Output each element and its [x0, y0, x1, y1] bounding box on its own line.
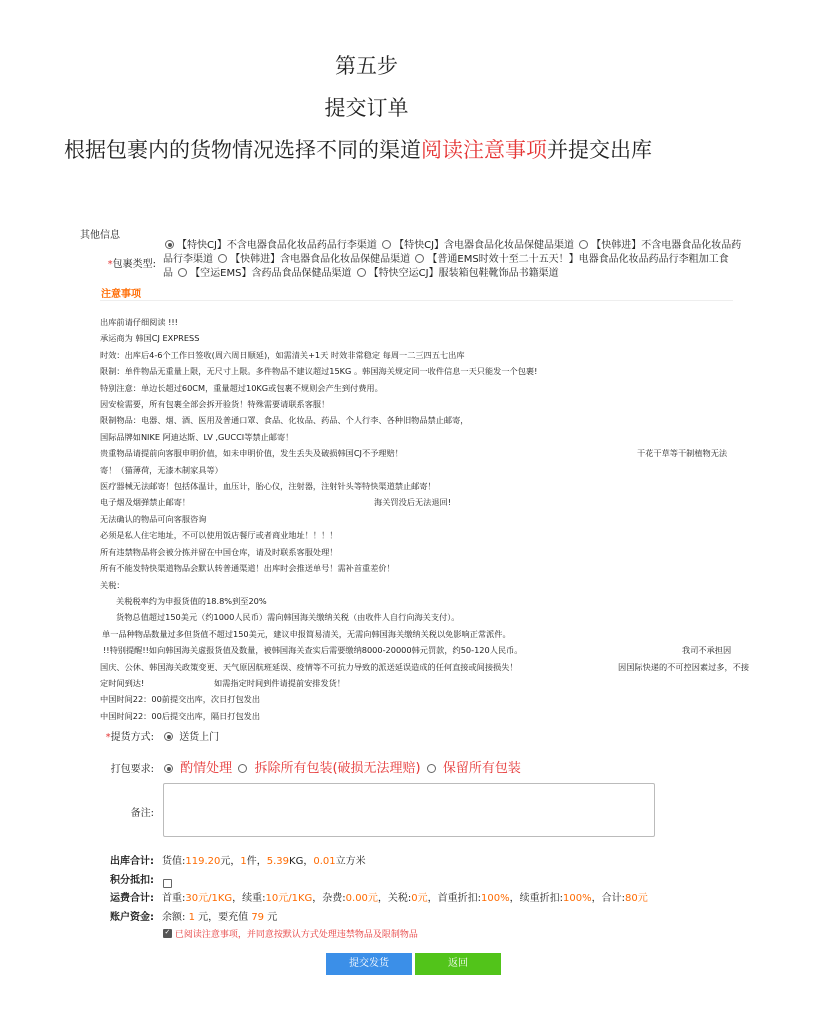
notice-line: 货物总值超过150美元（约1000人民币）需向韩国海关缴纳关税（由收件人自行向海关支付）。 — [116, 612, 460, 623]
notice-line: 所有不能发特快渠道物品会默认转普通渠道！出库时会推送单号！需补首重差价！ — [100, 563, 395, 574]
remark-label: 备注: — [130, 808, 154, 819]
notice-line: 所有违禁物品将会被分拣并留在中国仓库，请及时联系客服处理！ — [100, 546, 338, 557]
notice-line: 限制物品：电器、烟、酒、医用及普通口罩、食品、化妆品、药品、个人行李、各种旧物品禁止邮寄， — [100, 415, 469, 426]
notice-line-right: 海关罚没后无法退回! — [374, 497, 451, 508]
radio-icon[interactable] — [427, 764, 436, 773]
notice-line: 寄！（猫薄荷，无漆木制家具等） — [100, 464, 223, 475]
package-option-4[interactable]: 【快韩进】含电器食品化妆品保健品渠道 — [230, 254, 411, 265]
notice-line: 定时间到达! 如需指定时间到件请提前安排发货！ — [100, 675, 733, 691]
divider — [100, 300, 733, 301]
notice-line: 必须是私人住宅地址，不可以使用饭店餐厅或者商业地址！！！！ — [100, 530, 338, 541]
points-label: 积分抵扣: — [110, 875, 154, 886]
radio-icon[interactable] — [164, 764, 173, 773]
radio-icon[interactable] — [579, 240, 588, 249]
account-value: 余额: 1 元，要充值 79 元 — [162, 912, 278, 923]
notice-line-right: 干花干草等干制植物无法 — [637, 448, 728, 459]
notice-line: 出库前请仔细阅读 !!! — [100, 317, 178, 327]
package-option-3[interactable]: 【快韩进】不含电器食品化妆品药 — [591, 240, 742, 251]
notice-line: 承运商为 韩国CJ EXPRESS — [100, 333, 200, 344]
packing-options — [162, 757, 521, 776]
desc-prefix: 根据包裹内的货物情况选择不同的渠道 — [64, 138, 421, 162]
notice-line: 贵重物品请提前向客服申明价值，如未申明价值，发生丢失及破损韩国CJ不予理赔！ 干花干草等干制植物无法 — [100, 445, 733, 461]
package-option-1[interactable]: 【特快CJ】不含电器食品化妆品药品行李渠道 — [177, 240, 377, 251]
notice-line: 限制：单件物品无重量上限，无尺寸上限。多件物品不建议超过15KG 。韩国海关规定同一收件信息一天只能发一个包裹! — [100, 366, 538, 377]
package-option-6[interactable]: 【空运EMS】含药品食品保健品渠道 — [190, 268, 352, 279]
packing-option-3[interactable]: 保留所有包装 — [442, 761, 521, 776]
notice-line: 特别注意：单边长超过60CM，重量超过10KG或包裹不规则会产生到付费用。 — [100, 382, 383, 393]
notice-title: 注意事项 — [101, 289, 141, 300]
package-option-5-cont[interactable]: 品 — [163, 268, 173, 279]
package-type-options — [163, 239, 742, 281]
checkbox-icon[interactable] — [163, 929, 172, 938]
checkbox-icon[interactable] — [163, 879, 172, 888]
packing-label: 打包要求: — [110, 764, 154, 775]
submit-button[interactable]: 提交发货 — [326, 953, 412, 975]
notice-line: 医疗器械无法邮寄！包括体温计，血压计，胎心仪，注射器，注射针头等特快渠道禁止邮寄！ — [100, 481, 436, 492]
package-type-label: *包裹类型: — [107, 259, 156, 270]
radio-icon[interactable] — [164, 732, 173, 741]
account-label: 账户资金: — [110, 912, 154, 923]
radio-icon[interactable] — [357, 268, 366, 277]
packing-option-2[interactable]: 拆除所有包装(破损无法理赔) — [254, 761, 421, 776]
page-description — [64, 134, 652, 164]
out-total-label: 出库合计: — [110, 856, 154, 867]
radio-icon[interactable] — [218, 254, 227, 263]
desc-highlight: 阅读注意事项 — [421, 138, 547, 162]
remark-textarea[interactable] — [163, 783, 655, 837]
radio-icon[interactable] — [382, 240, 391, 249]
notice-line: 无法确认的物品可向客服咨询 — [100, 513, 207, 524]
delivery-label: *提货方式: — [105, 732, 154, 743]
notice-line: 因安检需要，所有包裹全部会拆开验货！特殊需要请联系客服！ — [100, 399, 330, 410]
notice-line: 关税税率约为申报货值的18.8%到至20% — [116, 595, 267, 606]
other-info-title: 其他信息 — [80, 230, 120, 241]
notice-line: 国庆、公休、韩国海关政策变更、天气原因航班延误、疫情等不可抗力导致的派送延误造成的任何直接或间接损失！ 因国际快递的不可控因素过多，不接 — [100, 659, 733, 675]
notice-line: 单一品种物品数量过多但货值不超过150美元，建议申报简易清关，无需向韩国海关缴纳关税以免影响正常派件。 — [102, 628, 511, 639]
packing-option-1[interactable]: 酌情处理 — [180, 761, 233, 776]
package-option-2[interactable]: 【特快CJ】含电器食品化妆品保健品渠道 — [394, 240, 575, 251]
fee-total-value: 首重:30元/1KG，续重:10元/1KG，杂费:0.00元，关税:0元，首重折扣:100%，续重折扣:100%，合计:80元 — [162, 893, 648, 904]
agree-text: 已阅读注意事项，并同意按默认方式处理违禁物品及限制物品 — [174, 930, 418, 940]
radio-icon[interactable] — [165, 240, 174, 249]
package-option-5[interactable]: 【普通EMS时效十至二十五天！】电器食品化妆品药品行李粗加工食 — [427, 254, 729, 265]
radio-icon[interactable] — [415, 254, 424, 263]
page-subtitle: 提交订单 — [324, 96, 409, 120]
notice-body — [100, 314, 750, 721]
notice-line-right: 因国际快递的不可控因素过多，不接 — [618, 661, 750, 672]
radio-icon[interactable] — [178, 268, 187, 277]
notice-line: 中国时间22：00前提交出库，次日打包发出 — [100, 694, 261, 705]
step-title: 第五步 — [335, 54, 398, 78]
notice-line: 中国时间22：00后提交出库，隔日打包发出 — [100, 710, 261, 721]
back-button[interactable]: 返回 — [415, 953, 501, 975]
notice-line: 时效：出库后4-6个工作日签收(周六周日顺延)，如需清关+1天 时效非常稳定 每周一二三四五七出库 — [100, 349, 465, 360]
package-option-3-cont[interactable]: 品行李渠道 — [163, 254, 213, 265]
radio-icon[interactable] — [238, 764, 247, 773]
notice-line-right: 如需指定时间到件请提前安排发货！ — [214, 677, 346, 688]
desc-suffix: 并提交出库 — [547, 138, 652, 162]
notice-line: !!特别提醒!!如向韩国海关虚报货值及数量，被韩国海关查实后需要缴纳8000-20000韩元罚款，约50-120人民币。 我司不承担因 — [100, 642, 733, 658]
delivery-option[interactable]: 送货上门 — [162, 728, 219, 743]
agree-row[interactable] — [163, 927, 418, 940]
out-total-value: 货值:119.20元，1件，5.39KG，0.01立方米 — [162, 856, 366, 867]
notice-line-right: 我司不承担因 — [682, 645, 732, 656]
notice-line: 国际品牌如NIKE 阿迪达斯、LV ,GUCCI等禁止邮寄！ — [100, 431, 294, 442]
notice-line: 关税： — [100, 579, 125, 590]
fee-total-label: 运费合计: — [110, 893, 154, 904]
package-option-7[interactable]: 【特快空运CJ】服装箱包鞋靴饰品书籍渠道 — [368, 268, 559, 279]
notice-line: 电子烟及烟弹禁止邮寄！ 海关罚没后无法退回! — [100, 494, 733, 510]
